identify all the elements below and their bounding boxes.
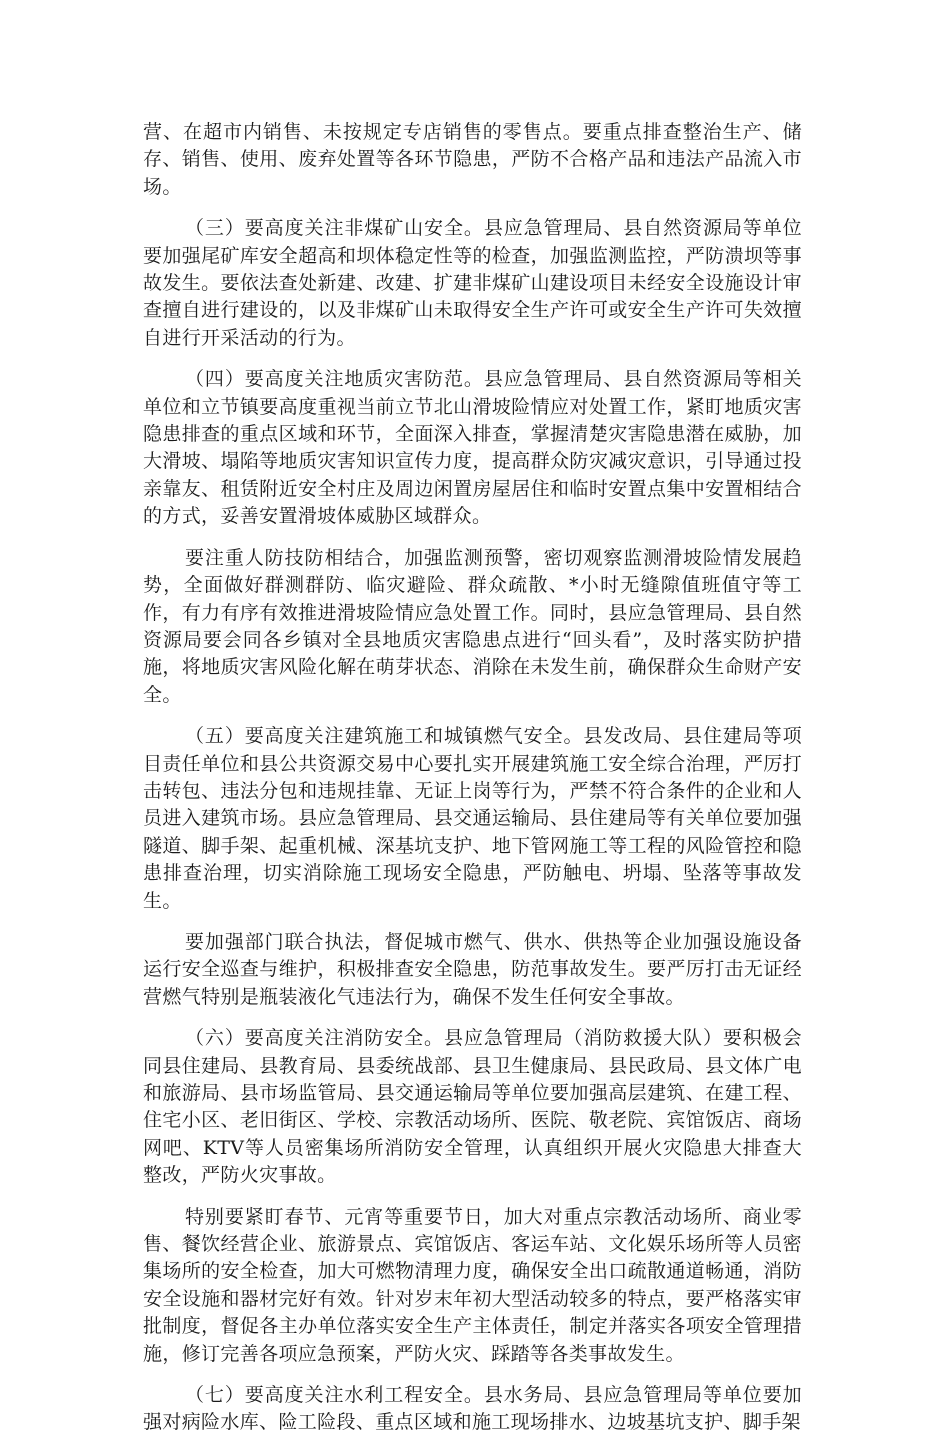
paragraph-fire-safety: （六）要高度关注消防安全。县应急管理局（消防救援大队）要积极会同县住建局、县教育局、县委统战部、县卫生健康局、县民政局、县文体广电和旅游局、县市场监管局、县交通运输局等单位要加强高层建筑、在建工程、住宅小区、老旧街区、学校、宗教活动场所、医院、敬老院、宾馆饭店、商场网吧、KTV等人员密集场所消防安全管理，认真组织开展火灾隐患大排查大整改，严防火灾事故。 [143, 1027, 802, 1187]
paragraph-joint-enforcement: 要加强部门联合执法，督促城市燃气、供水、供热等企业加强设施设备运行安全巡查与维护，积极排查安全隐患，防范事故发生。要严厉打击无证经营燃气特别是瓶装液化气违法行为，确保不发生任何安全事故。 [143, 930, 802, 1008]
paragraph-monitoring-warning: 要注重人防技防相结合，加强监测预警，密切观察监测滑坡险情发展趋势，全面做好群测群防、临灾避险、群众疏散、*小时无缝隙值班值守等工作，有力有序有效推进滑坡险情应急处置工作。同时，县应急管理局、县自然资源局要会同各乡镇对全县地质灾害隐患点进行“回头看”，及时落实防护措施，将地质灾害风险化解在萌芽状态、消除在未发生前，确保群众生命财产安全。 [143, 546, 802, 706]
paragraph-continued: 营、在超市内销售、未按规定专店销售的零售点。要重点排查整治生产、储存、销售、使用、废弃处置等各环节隐患，严防不合格产品和违法产品流入市场。 [143, 121, 802, 198]
paragraph-water-conservancy: （七）要高度关注水利工程安全。县水务局、县应急管理局等单位要加强对病险水库、险工险段、重点区域和施工现场排水、边坡基坑支护、脚手架 [143, 1384, 802, 1434]
paragraph-geological-disaster: （四）要高度关注地质灾害防范。县应急管理局、县自然资源局等相关单位和立节镇要高度重视当前立节北山滑坡险情应对处置工作，紧盯地质灾害隐患排查的重点区域和环节，全面深入排查，掌握清楚灾害隐患潜在威胁，加大滑坡、塌陷等地质灾害知识宣传力度，提高群众防灾减灾意识，引导通过投亲靠友、租赁附近安全村庄及周边闲置房屋居住和临时安置点集中安置相结合的方式，妥善安置滑坡体威胁区域群众。 [143, 368, 802, 528]
paragraph-non-coal-mine-safety: （三）要高度关注非煤矿山安全。县应急管理局、县自然资源局等单位要加强尾矿库安全超高和坝体稳定性等的检查，加强监测监控，严防溃坝等事故发生。要依法查处新建、改建、扩建非煤矿山建设项目未经安全设施设计审查擅自进行建设的，以及非煤矿山未取得安全生产许可或安全生产许可失效擅自进行开采活动的行为。 [143, 217, 802, 349]
paragraph-holiday-inspection: 特别要紧盯春节、元宵等重要节日，加大对重点宗教活动场所、商业零售、餐饮经营企业、旅游景点、宾馆饭店、客运车站、文化娱乐场所等人员密集场所的安全检查，加大可燃物清理力度，确保安全出口疏散通道畅通，消防安全设施和器材完好有效。针对岁末年初大型活动较多的特点，要严格落实审批制度，督促各主办单位落实安全生产主体责任，制定并落实各项安全管理措施，修订完善各项应急预案，严防火灾、踩踏等各类事故发生。 [143, 1205, 802, 1365]
paragraph-construction-gas-safety: （五）要高度关注建筑施工和城镇燃气安全。县发改局、县住建局等项目责任单位和县公共资源交易中心要扎实开展建筑施工安全综合治理，严厉打击转包、违法分包和违规挂靠、无证上岗等行为，严禁不符合条件的企业和人员进入建筑市场。县应急管理局、县交通运输局、县住建局等有关单位要加强隧道、脚手架、起重机械、深基坑支护、地下管网施工等工程的风险管控和隐患排查治理，切实消除施工现场安全隐患，严防触电、坍塌、坠落等事故发生。 [143, 725, 802, 912]
